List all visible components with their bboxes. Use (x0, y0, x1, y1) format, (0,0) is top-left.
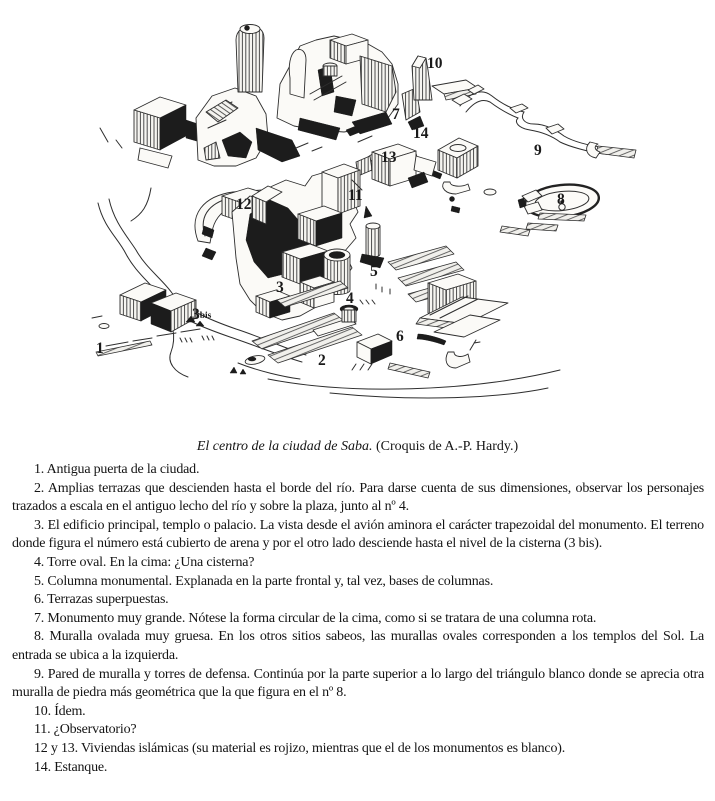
legend-item: 7. Monumento muy grande. Nótese la forma circular de la cima, como si se tratara de una columna rota. (34, 610, 597, 626)
legend-item: 2. Amplias terrazas que descienden hasta el borde del río. Para darse cuenta de sus dimensiones, observar los personajes trazados a escala en el antiguo lecho del río y sobre la plaza, junto al nº 4. (12, 480, 704, 515)
sketch-number-label: 13 (381, 149, 397, 166)
legend-item: 4. Torre oval. En la cima: ¿Una cisterna? (34, 554, 255, 570)
legend-item: 1. Antigua puerta de la ciudad. (34, 462, 200, 477)
legend-item: 5. Columna monumental. Explanada en la parte frontal y, tal vez, bases de columnas. (34, 573, 494, 589)
city-gate-area (92, 283, 204, 356)
sketch-number-label: 12 (236, 196, 252, 213)
legend-item: 14. Estanque. (34, 759, 108, 775)
sketch-number-label: 2 (318, 352, 326, 369)
legend-list (12, 461, 704, 777)
sketch-number-label: 5 (370, 263, 378, 280)
caption-title: El centro de la ciudad de Saba. (196, 439, 373, 454)
legend-item: 8. Muralla ovalada muy gruesa. En los otros sitios sabeos, las murallas ovales corresponden a los templos del Sol. La entrada se ubica a la izquierda. (12, 629, 704, 663)
defense-wall-9 (452, 85, 636, 158)
fortress-top-right (277, 34, 424, 140)
sketch-number-label: 6 (396, 328, 404, 345)
sketch-number-label: 14 (413, 125, 429, 142)
caption-credit: (Croquis de A.-P. Hardy.) (372, 439, 519, 454)
sketch-number-label: 3bis (192, 306, 212, 323)
tower-10 (412, 56, 478, 100)
legend-item: 3. El edificio principal, templo o palacio. La vista desde el avión aminora el carácter trapezoidal del monumento. El terreno donde figura el número está cubierto de arena y por el otro lado desciende hasta el nivel de la cisterna (3 bis). (12, 517, 704, 552)
legend-item: 11. ¿Observatorio? (34, 722, 137, 738)
sketch-number-label: 1 (96, 340, 104, 357)
terraces-6 (388, 296, 508, 378)
sketch-number-label: 8 (557, 191, 565, 208)
sketch-number-label: 10 (427, 55, 443, 72)
legend-item: 12 y 13. Viviendas islámicas (su material es rojizo, mientras que el de los monumentos es blanco). (34, 740, 566, 756)
sketch-number-label: 7 (392, 106, 400, 123)
legend-item: 9. Pared de muralla y torres de defensa. Continúa por la parte superior a lo largo del triángulo blanco donde se aprecia otra muralla de piedra más geométrica que la que figura en el nº 8. (12, 666, 704, 701)
oval-wall-8 (451, 181, 600, 236)
sketch-number-label: 9 (534, 142, 542, 159)
sketch-number-label: 11 (348, 187, 363, 204)
cistern-tower (430, 138, 478, 202)
legend-item: 10. Ídem. (34, 703, 86, 719)
sketch-number-label: 3 (276, 279, 284, 296)
sketch-number-label: 4 (346, 290, 354, 307)
legend-item: 6. Terrazas superpuestas. (34, 592, 169, 608)
figure-caption (0, 438, 715, 456)
